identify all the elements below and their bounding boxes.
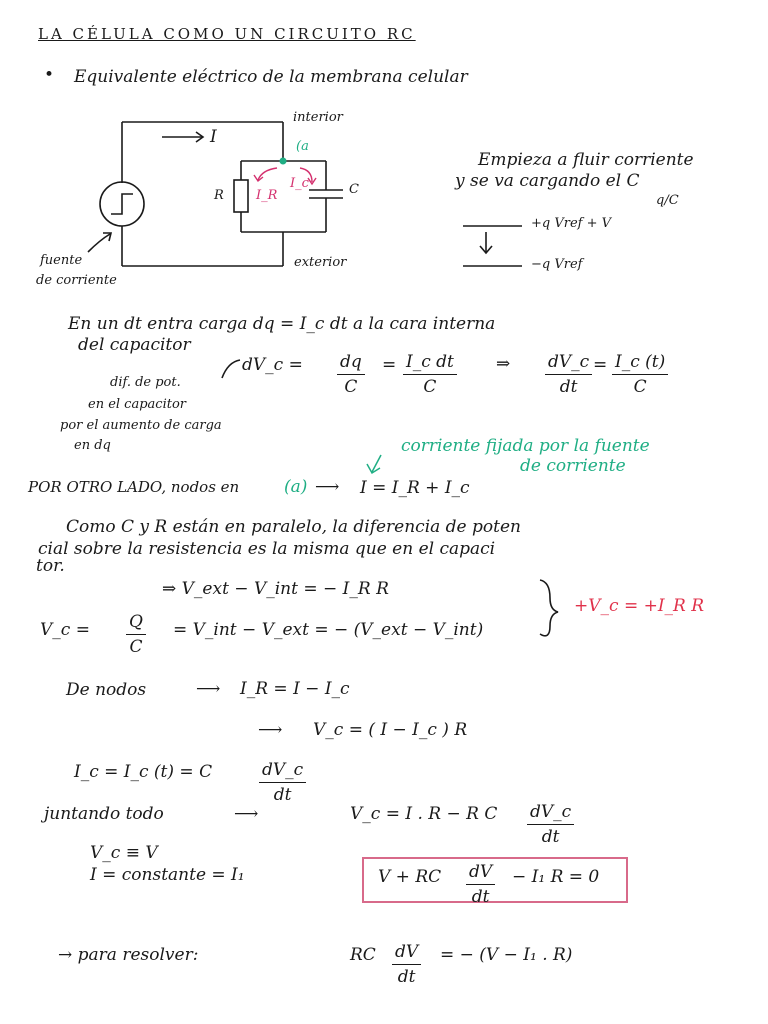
nodes-text: POR OTRO LADO, nodos en — [28, 478, 240, 496]
page-title: LA CÉLULA COMO UN CIRCUITO RC — [38, 25, 416, 43]
note-minus: −q Vref — [531, 257, 583, 272]
frac-dv-dt-final: $\frac{dV}{dt}$ — [392, 942, 421, 987]
p2-line-3: tor. — [36, 556, 65, 576]
p2-line-1: Como C y R están en paralelo, la diferencia de poten — [66, 517, 521, 537]
resolver-label: → para resolver: — [58, 945, 199, 965]
frac-dv-dt-boxed: $\frac{dV}{dt}$ — [466, 862, 495, 907]
eq-ir: I_R = I − I_c — [240, 679, 350, 699]
frac-dvc-dt-2: $\frac{dV\_c}{dt}$ — [259, 760, 306, 805]
fuente-label-2: de corriente — [36, 273, 117, 288]
juntando-label: juntando todo — [44, 804, 164, 824]
dif-1: dif. de pot. — [110, 375, 181, 390]
exterior-label: exterior — [294, 255, 347, 270]
eq-result: +V_c = +I_R R — [574, 596, 705, 616]
green-note-2: de corriente — [520, 456, 626, 476]
eq-vc: V_c = ( I − I_c ) R — [313, 720, 468, 740]
vc-equiv-v: V_c ≡ V — [90, 843, 158, 863]
p1-line-2: del capacitor — [78, 335, 191, 355]
p2-line-2: cial sobre la resistencia es la misma que en el capaci — [38, 539, 496, 559]
eq-vext-vint: ⇒ V_ext − V_int = − I_R R — [162, 579, 389, 599]
i-constante: I = constante = I₁ — [90, 865, 245, 885]
juntando-arrow: ⟶ — [234, 804, 259, 824]
nodes-arrow: ⟶ — [315, 477, 340, 497]
eq-vint-vext: = V_int − V_ext = − (V_ext − V_int) — [173, 620, 484, 640]
frac-q-c: $\frac{Q}{C}$ — [126, 612, 146, 657]
implies-1: ⇒ — [496, 354, 511, 374]
dif-4: en dq — [74, 438, 111, 453]
note-line-1: Empieza a fluir corriente — [478, 150, 694, 170]
de-nodos-arrow: ⟶ — [196, 679, 221, 699]
frac-icdt-c: $\frac{\text{I\_c dt}}{C}$ — [403, 352, 457, 397]
frac-dvc-dt-3: $\frac{dV\_c}{dt}$ — [527, 802, 574, 847]
dif-2: en el capacitor — [88, 397, 186, 412]
note-qc: q/C — [656, 193, 679, 208]
p1-line-1: En un dt entra carga dq = I_c dt a la cara interna — [68, 314, 496, 334]
ir-label: I_R — [256, 188, 278, 203]
fuente-label: fuente — [40, 253, 83, 268]
eq2: = — [593, 355, 608, 375]
current-label: I — [210, 127, 217, 147]
nodes-a: (a) — [284, 477, 308, 497]
note-plus: +q Vref + V — [531, 216, 611, 231]
dvc-label: dV_c = — [242, 355, 303, 375]
ic-label: I_c — [290, 176, 309, 191]
green-note-1: corriente fijada por la fuente — [401, 436, 650, 456]
boxed-b: − I₁ R = 0 — [512, 867, 600, 887]
rc-label: RC — [350, 945, 376, 965]
frac-dvc-dt: $\frac{dV\_c}{dt}$ — [545, 352, 592, 397]
frac-dq-c: $\frac{dq}{C}$ — [337, 352, 365, 397]
bullet-text: Equivalente eléctrico de la membrana celular — [74, 67, 468, 87]
eq-vc-final: V_c = I . R − R C — [350, 804, 498, 824]
vc-eq-label: V_c = — [40, 620, 90, 640]
dif-3: por el aumento de carga — [60, 418, 222, 433]
interior-label: interior — [293, 110, 343, 125]
node-label: (a — [296, 139, 309, 154]
eq-ic: I_c = I_c (t) = C — [74, 762, 213, 782]
final-rhs: = − (V − I₁ . R) — [440, 945, 573, 965]
resistor-label: R — [214, 188, 224, 203]
boxed-a: V + RC — [378, 867, 442, 887]
eq-vc-arrow: ⟶ — [258, 720, 283, 740]
frac-ict-c: $\frac{I\_c (t)}{C}$ — [612, 352, 668, 397]
bullet-dot: • — [44, 65, 55, 85]
note-line-2: y se va cargando el C — [455, 171, 640, 191]
capacitor-label: C — [349, 182, 359, 197]
eq1: = — [382, 355, 397, 375]
nodes-eq: I = I_R + I_c — [360, 478, 470, 498]
de-nodos: De nodos — [66, 680, 147, 700]
